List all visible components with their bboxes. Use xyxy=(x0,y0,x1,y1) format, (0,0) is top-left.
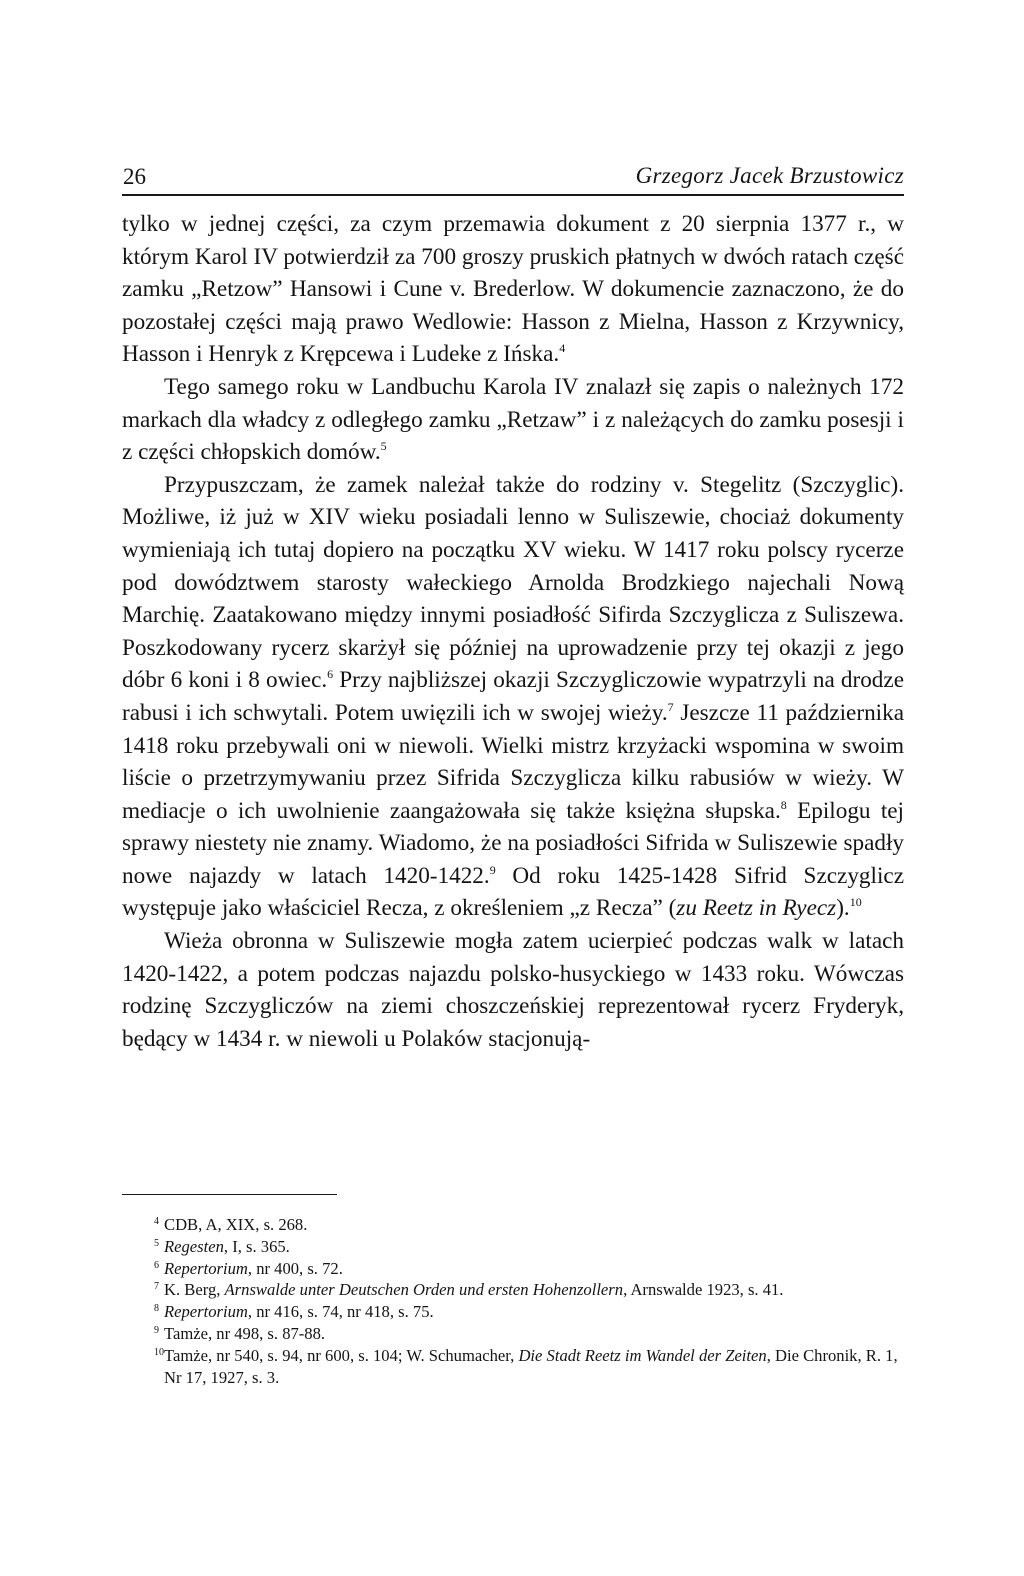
footnote-5: 5 Regesten, I, s. 365. xyxy=(154,1236,290,1256)
paragraph-3 xyxy=(122,469,904,925)
footnotes xyxy=(122,1214,904,1388)
paragraph-text: Przy najbliższej okazji Szczygliczowie wypatrzyli na drodze rabusi i ich schwytali. Potem uwięzili ich w swojej wieży. xyxy=(122,667,904,726)
paragraph-1 xyxy=(122,208,904,371)
footnote-text: , nr 400, s. 72. xyxy=(247,1258,343,1278)
paragraph-text: Tego samego roku w Landbuchu Karola IV znalazł się zapis o należnych 172 markach dla władcy z odległego zamku „Retzaw” i z należących do zamku posesji i z części chłopskich domów. xyxy=(122,373,904,466)
footnote-divider xyxy=(122,1194,337,1195)
footnote-10: 10Tamże, nr 540, s. 94, nr 600, s. 104; W. Schumacher, Die Stadt Reetz im Wandel der Zeiten, Die Chronik, R. 1, Nr 17, 1927, s. 3. xyxy=(154,1345,898,1387)
footnote-italic: Die Stadt Reetz im Wandel der Zeiten xyxy=(518,1345,767,1365)
footnote-ref-5[interactable]: 5 xyxy=(380,439,387,454)
footnote-text: , Die Chronik, R. 1, Nr 17, 1927, s. 3. xyxy=(164,1345,898,1387)
paragraph-text: ). xyxy=(836,895,850,922)
footnote-4: 4 CDB, A, XIX, s. 268. xyxy=(154,1215,308,1234)
footnote-text: K. Berg, xyxy=(164,1280,225,1300)
footnote-8: 8 Repertorium, nr 416, s. 74, nr 418, s. 75. xyxy=(154,1302,434,1322)
footnote-ref-9[interactable]: 9 xyxy=(489,862,496,877)
page-header xyxy=(122,160,904,196)
paragraph-text: Jeszcze 11 października 1418 roku przebywali oni w niewoli. Wielki mistrz krzyżacki wspomina w swoim liście o przetrzymywaniu przez Sifrida Szczyglicza kilku rabusiów w wieży. W mediacje o ich uwolnienie zaangażowała się także księżna słupska. xyxy=(122,699,904,824)
footnote-text: , I, s. 365. xyxy=(223,1236,290,1256)
footnote-ref-6[interactable]: 6 xyxy=(327,667,334,682)
page-number: 26 xyxy=(123,164,146,189)
footnote-text: Tamże, nr 498, s. 87-88. xyxy=(164,1323,326,1343)
footnote-ref-10[interactable]: 10 xyxy=(849,895,862,910)
footnote-9: 9 Tamże, nr 498, s. 87-88. xyxy=(154,1323,326,1343)
running-head-author: Grzegorz Jacek Brzustowicz xyxy=(635,163,904,188)
paragraph-text: tylko w jednej części, za czym przemawia dokument z 20 sierpnia 1377 r., w którym Karol IV potwierdził za 700 groszy pruskich płatnych w dwóch ratach część zamku „Retzow” Hansowi i Cune v. Brederlow. W dokumencie zaznaczono, że do pozostałej części mają prawo Wedlowie: Hasson z Mielna, Hasson z Krzywnicy, Hasson i Henryk z Krępcewa i Ludeke z Ińska. xyxy=(122,211,904,368)
footnote-text: CDB, A, XIX, s. 268. xyxy=(164,1215,308,1234)
main-text xyxy=(122,208,904,1055)
footnote-ref-8[interactable]: 8 xyxy=(780,797,787,812)
footnote-ref-4[interactable]: 4 xyxy=(559,341,566,356)
footnote-italic: Repertorium xyxy=(164,1302,248,1322)
footnote-italic: Repertorium xyxy=(164,1258,248,1278)
italic-phrase: zu Reetz in Ryecz xyxy=(676,895,837,922)
footnote-6: 6 Repertorium, nr 400, s. 72. xyxy=(154,1258,343,1278)
paragraph-4: Wieża obronna w Suliszewie mogła zatem ucierpieć podczas walk w latach 1420-1422, a potem podczas najazdu polsko-husyckiego w 1433 roku. Wówczas rodzinę Szczygliczów na ziemi choszczeńskiej reprezentował rycerz Fryderyk, będący w 1434 r. w niewoli u Polaków stacjonują- xyxy=(122,928,904,1052)
paragraph-2 xyxy=(122,371,904,469)
footnote-text: , nr 416, s. 74, nr 418, s. 75. xyxy=(247,1302,434,1322)
footnote-text: Tamże, nr 540, s. 94, nr 600, s. 104; W. Schumacher, xyxy=(164,1345,519,1365)
footnote-7: 7 K. Berg, Arnswalde unter Deutschen Orden und ersten Hohenzollern, Arnswalde 1923, s. 41. xyxy=(154,1280,784,1300)
footnote-italic: Regesten xyxy=(164,1236,224,1256)
footnote-ref-7[interactable]: 7 xyxy=(667,699,674,714)
paragraph-text: Od roku 1425-1428 Sifrid Szczyglicz występuje jako właściciel Recza, z określeniem „z Recza” ( xyxy=(122,862,904,922)
footnote-italic: Arnswalde unter Deutschen Orden und ersten Hohenzollern xyxy=(224,1280,624,1300)
paragraph-text: Epilogu tej sprawy niestety nie znamy. Wiadomo, że na posiadłości Sifrida w Suliszewie spadły nowe najazdy w latach 1420-1422. xyxy=(122,797,905,889)
paragraph-text: Przypuszczam, że zamek należał także do rodziny v. Stegelitz (Szczyglic). Możliwe, iż już w XIV wieku posiadali lenno w Suliszewie, chociaż dokumenty wymieniają ich tutaj dopiero na początku XV wieku. W 1417 roku polscy rycerze pod dowództwem starosty wałeckiego Arnolda Brodzkiego najechali Nową Marchię. Zaatakowano między innymi posiadłość Sifirda Szczyglicza z Suliszewa. Poszkodowany rycerz skarżył się później na uprowadzenie przy tej okazji z jego dóbr 6 koni i 8 owiec. xyxy=(122,471,904,694)
footnote-text: , Arnswalde 1923, s. 41. xyxy=(623,1280,784,1300)
